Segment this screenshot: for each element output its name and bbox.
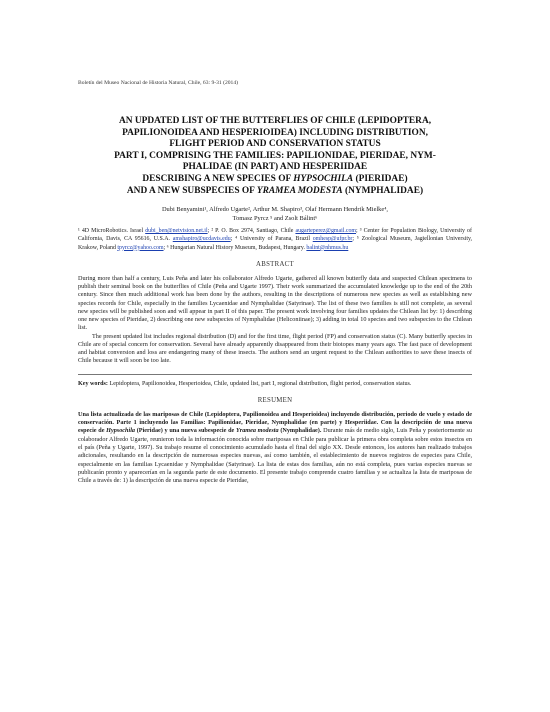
title-text: AND A NEW SUBSPECIES OF (126, 185, 257, 196)
resumen-species: Yramea modesta (236, 427, 279, 435)
authors-line: Tomasz Pyrcz ⁵ and Zsolt Bálint⁶ (232, 215, 318, 223)
title-line: PART I, COMPRISING THE FAMILIES: PAPILIONIDAE, PIERIDAE, NYM- (114, 150, 436, 161)
paper-title (78, 116, 472, 197)
resumen-title-text: (Pieridae) y una nueva subespecie de (135, 427, 236, 435)
email-link[interactable]: balint@nhmus.hu (306, 244, 349, 251)
affil-text: ¹ 4D MicroRobotics. Israel (78, 228, 146, 235)
resumen-text: Durante más de medio siglo, Luis Peña y posteriormente su colaborador Alfredo Ugarte, reunieron toda la información conocida sobre mariposas en Chile para publicar la primera obra completa sobre estos insectos en el país (Peña y Ugarte, 1997). Su trabajo resume el conocimiento acumulado hasta el final del siglo XX. Desde entonces, los autores han realizado trabajos adicionales, resultando en la descripción de numerosas especies nuevas, así como también, el establecimiento de nuevos registros de especies para Chile, especialmente en las familias Lycaenidae y Nymphalidae (Satyrinae). La lista de estas dos familias, aún no está completa, pues varias especies nuevas se publicarán pronto y aparecerían en la segunda parte de este documento. El presente trabajo comprende cuatro familias y se actualiza la lista de mariposas de Chile a través de: 1) la descripción de una nueva especie de Pieridae, (78, 427, 472, 485)
title-line: PAPILIONOIDEA AND HESPERIOIDEA) INCLUDING DISTRIBUTION, (122, 127, 428, 138)
email-link[interactable]: tpyrcz@yahoo.com (117, 244, 164, 251)
title-line (78, 174, 472, 186)
divider (78, 374, 472, 375)
abstract-paragraph: During more than half a century, Luis Peña and later his collaborator Alfredo Ugarte, gathered all known butterfly data and suspected Chilean specimens to publish their seminal book on the butterflies of Chile (Peña and Ugarte 1997). Their work summarized the accumulated knowledge up to the end of the 20th century. Since then much additional work has been done by the authors, resulting in the descriptions of numerous new species as well as establishing new species records for Chile, especially in the families Lycaenidae and Nymphalidae (Satyrinae). The list of these two families is still not complete, as several new species will be published soon and will appear in part II of this paper. The present work involving four families updates the Chilean list by: 1) describing one new species of Pieridae, 2) describing one new subspecies of Nymphalidae (Heliconiinae); 3) adding in total 10 species and two subspecies to the Chilean list. (78, 274, 472, 332)
resumen-heading: RESUMEN (257, 396, 293, 404)
authors-line: Dubi Benyamini¹, Alfredo Ugarte², Arthur M. Shapiro³, Olaf Hermann Hendrik Mielke⁴, (161, 206, 389, 214)
keywords-text: Lepidoptera, Papilionoidea, Hesperioidea, Chile, updated list, part I, regional distribution, flight period, conservation status. (107, 380, 412, 387)
title-line: AN UPDATED LIST OF THE BUTTERFLIES OF CHILE (LEPIDOPTERA, (118, 116, 432, 126)
affiliations (78, 227, 472, 252)
running-head: Boletín del Museo Nacional de Historia Natural, Chile, 63: 9-31 (2014) (78, 80, 239, 86)
email-link[interactable]: omhesp@ufpr.br (312, 236, 353, 243)
title-genus: HYPSOCHILA (293, 173, 354, 184)
resumen-title-text: Una lista actualizada de las mariposas de Chile (Lepidoptera, Papilionoidea and Hesperioidea) incluyendo distribución, periodo de vuelo y estado de conservación. Parte 1 incluyendo las Familias: Papilionidae, Pieridae, Nymphalidae (en parte) y Hesperiidae. Con la descripción de una nueva especie de (78, 410, 472, 435)
resumen-paragraph (78, 411, 472, 486)
abstract-heading: ABSTRACT (256, 260, 294, 268)
affil-text: ; ² P. O. Box 2974, Santiago, Chile (207, 228, 296, 235)
keywords (78, 380, 472, 388)
title-species: YRAMEA MODESTA (256, 185, 343, 196)
title-text: DESCRIBING A NEW SPECIES OF (142, 173, 294, 184)
email-link[interactable]: augarteperez@gmail.com (295, 228, 356, 235)
affil-text: ; ⁶ Hungarian Natural History Museum, Budapest, Hungary. (163, 244, 307, 251)
resumen-title-text: (Nymphalidae). (278, 427, 322, 435)
email-link[interactable]: dubi_ben@netvision.net.il (145, 228, 208, 235)
title-line (78, 186, 472, 198)
affil-text: ; ³ Center for Population Biology, University of California, Davis, CA 95616, U.S.A. (78, 228, 472, 243)
abstract-paragraph: The present updated list includes regional distribution (D) and for the first time, flight period (FP) and conservation status (C). Many butterfly species in Chile are of special concern for conservation. Several have already apparently disappeared from their biotopes many years ago. The fast pace of development and habitat conversion and loss are endangering many of these insects. The authors send an urgent request to the Chilean authorities to save these insects of Chile because it will soon be too late. (78, 332, 472, 365)
keywords-label: Key words: (78, 380, 108, 387)
resumen-genus: Hypsochila (106, 427, 136, 435)
title-text: (NYMPHALIDAE) (342, 185, 424, 196)
resumen-body (78, 411, 472, 486)
title-line: PHALIDAE (IN PART) AND HESPERIIDAE (182, 162, 368, 173)
title-line: FLIGHT PERIOD AND CONSERVATION STATUS (169, 139, 381, 150)
affil-text: ; ⁵ Zoological Museum, Jagiellonian University, Krakow, Poland (78, 236, 472, 251)
affil-text: ; ⁴ University of Parana, Brazil (230, 236, 313, 243)
email-link[interactable]: amshapiro@ucdavis.edu (172, 236, 231, 243)
abstract-body (78, 275, 472, 366)
authors (78, 205, 472, 223)
title-text: (PIERIDAE) (353, 173, 408, 184)
